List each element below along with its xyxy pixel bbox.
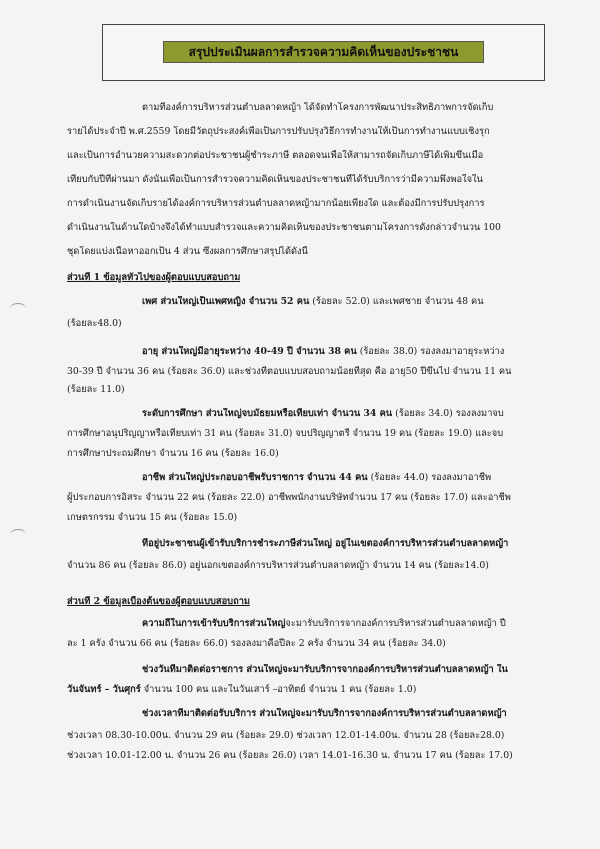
- page-title: สรุปประเมินผลการสำรวจความคิดเห็นของประชาชน: [163, 41, 484, 63]
- section2-heading: ส่วนที่ 2 ข้อมูลเบื้องต้นของผู้ตอบแบบสอบถาม: [67, 596, 251, 607]
- intro-line-6: ดำเนินงานในด้านใดบ้างจึงได้ทำแบบสำรวจและความคิดเห็นของประชาชนตามโครงการดังกล่าวจำนวน 100: [67, 222, 501, 233]
- day-detail: จำนวน 100 คน และในวันเสาร์ –อาทิตย์ จำนวน 1 คน (ร้อยละ 1.0): [140, 684, 417, 695]
- gender-line-1: [142, 296, 484, 308]
- title-box: [102, 24, 545, 81]
- punch-hole-mark-top: [10, 303, 26, 314]
- job-line-2: ผู้ประกอบการอิสระ จำนวน 22 คน (ร้อยละ 22.0) อาชีพพนักงานบริษัทจำนวน 17 คน (ร้อยละ 17.0) และอาชีพ: [67, 492, 511, 503]
- address-line-1: ที่อยู่ประชาชนผู้เข้ารับบริการชำระภาษีส่วนใหญ่ อยู่ในเขตองค์การบริหารส่วนตำบลลาดหญ้า: [142, 538, 509, 549]
- intro-line-5: การดำเนินงานจัดเก็บรายได้องค์การบริหารส่วนตำบลลาดหญ้ามากน้อยเพียงใด และต้องมีการปรับปรุงการ: [67, 198, 485, 209]
- intro-line-4: เทียบกับปีที่ผ่านมา ดังนั้นเพื่อเป็นการสำรวจความคิดเห็นของประชาชนที่ได้รับบริการว่ามีความพึงพอใจใน: [67, 174, 483, 185]
- age-summary: อายุ ส่วนใหญ่มีอายุระหว่าง 40-49 ปี จำนวน 38 คน: [142, 346, 357, 357]
- job-detail: (ร้อยละ 44.0) รองลงมาอาชีพ: [367, 472, 492, 483]
- edu-line-2: การศึกษาอนุปริญญาหรือเทียบเท่า 31 คน (ร้อยละ 31.0) จบปริญญาตรี จำนวน 19 คน (ร้อยละ 19.0) และจบ: [67, 428, 504, 439]
- gender-detail: (ร้อยละ 52.0) และเพศชาย จำนวน 48 คน: [309, 296, 484, 307]
- age-line-2: 30-39 ปี จำนวน 36 คน (ร้อยละ 36.0) และช่วงที่ตอบแบบสอบถามน้อยที่สุด คือ อายุ50 ปีขึ้นไป จำนวน 11 คน: [67, 366, 512, 377]
- punch-hole-mark-bottom: [10, 529, 26, 540]
- time-line-3: ช่วงเวลา 10.01-12.00 น. จำนวน 26 คน (ร้อยละ 26.0) เวลา 14.01-16.30 น. จำนวน 17 คน (ร้อยละ 17.0): [67, 750, 513, 761]
- age-line-1: [142, 346, 504, 358]
- day-weekday: วันจันทร์ – วันศุกร์: [67, 684, 141, 695]
- intro-line-1: ตามที่องค์การบริหารส่วนตำบลลาดหญ้า ได้จัดทำโครงการพัฒนาประสิทธิภาพการจัดเก็บ: [142, 102, 494, 113]
- frequency-line-1: [142, 618, 506, 630]
- time-line-1: ช่วงเวลาที่มาติดต่อรับบริการ ส่วนใหญ่จะมารับบริการจากองค์การบริหารส่วนตำบลลาดหญ้า: [142, 708, 507, 719]
- edu-summary: ระดับการศึกษา ส่วนใหญ่จบมัธยมหรือเทียบเท่า จำนวน 34 คน: [142, 408, 393, 419]
- intro-line-3: และเป็นการอำนวยความสะดวกต่อประชาชนผู้ชำระภาษี ตลอดจนเพื่อให้สามารถจัดเก็บภาษีได้เพิ่มขึ้นเมื่อ: [67, 150, 484, 161]
- edu-line-3: การศึกษาประถมศึกษา จำนวน 16 คน (ร้อยละ 16.0): [67, 448, 279, 459]
- age-detail: (ร้อยละ 38.0) รองลงมาอายุระหว่าง: [356, 346, 505, 357]
- frequency-detail: จะมารับบริการจากองค์การบริหารส่วนตำบลลาดหญ้า ปี: [285, 618, 506, 629]
- edu-detail: (ร้อยละ 34.0) รองลงมาจบ: [392, 408, 504, 419]
- gender-summary: เพศ ส่วนใหญ่เป็นเพศหญิง จำนวน 52 คน: [142, 296, 310, 307]
- intro-line-2: รายได้ประจำปี พ.ศ.2559 โดยมีวัตถุประสงค์เพื่อเป็นการปรับปรุงวิธีการทำงานให้เป็นการทำงานแบบเชิงรุก: [67, 126, 490, 137]
- address-line-2: จำนวน 86 คน (ร้อยละ 86.0) อยู่นอกเขตองค์การบริหารส่วนตำบลลาดหญ้า จำนวน 14 คน (ร้อยละ14.0): [67, 560, 489, 571]
- frequency-line-2: ละ 1 ครั้ง จำนวน 66 คน (ร้อยละ 66.0) รองลงมาคือปีละ 2 ครั้ง จำนวน 34 คน (ร้อยละ 34.0): [67, 638, 446, 649]
- job-summary: อาชีพ ส่วนใหญ่ประกอบอาชีพรับราชการ จำนวน 44 คน: [142, 472, 368, 483]
- frequency-summary: ความถี่ในการเข้ารับบริการส่วนใหญ่: [142, 618, 286, 629]
- job-line-3: เกษตรกรรม จำนวน 15 คน (ร้อยละ 15.0): [67, 512, 238, 523]
- time-line-2: ช่วงเวลา 08.30-10.00น. จำนวน 29 คน (ร้อยละ 29.0) ช่วงเวลา 12.01-14.00น. จำนวน 28 (ร้อยละ28.0): [67, 730, 505, 741]
- gender-line-2: (ร้อยละ48.0): [67, 318, 122, 329]
- age-line-3: (ร้อยละ 11.0): [67, 384, 125, 395]
- day-line-1: ช่วงวันที่มาติดต่อราชการ ส่วนใหญ่จะมารับบริการจากองค์การบริหารส่วนตำบลลาดหญ้า ใน: [142, 664, 508, 675]
- section1-heading: ส่วนที่ 1 ข้อมูลทั่วไปของผู้ตอบแบบสอบถาม: [67, 272, 241, 283]
- job-line-1: [142, 472, 491, 484]
- intro-line-7: ชุดโดยแบ่งเนื้อหาออกเป็น 4 ส่วน ซึ่งผลการศึกษาสรุปได้ดังนี้: [67, 246, 308, 257]
- day-line-2: [67, 684, 416, 696]
- edu-line-1: [142, 408, 504, 420]
